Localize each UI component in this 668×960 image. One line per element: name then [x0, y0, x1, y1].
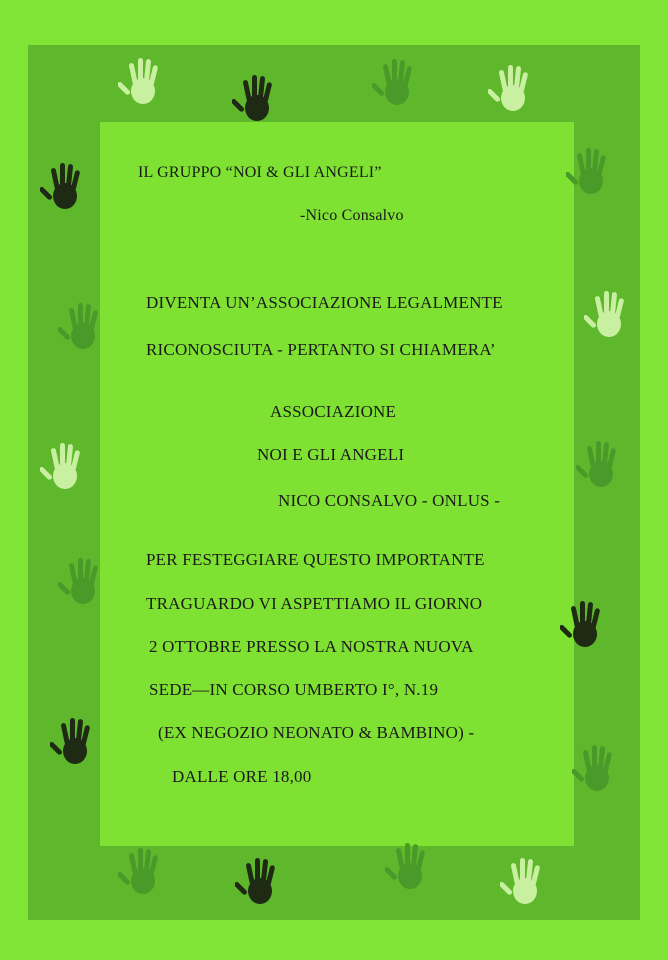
- handprint-icon: [576, 438, 626, 490]
- association-title-3: NICO CONSALVO - ONLUS -: [278, 491, 501, 510]
- handprint-icon: [58, 300, 108, 352]
- handprint-icon: [50, 715, 100, 767]
- handprint-icon: [385, 840, 435, 892]
- former-shop-line: (EX NEGOZIO NEONATO & BAMBINO) -: [158, 723, 475, 742]
- invitation-line-1: PER FESTEGGIARE QUESTO IMPORTANTE: [146, 550, 485, 569]
- handprint-icon: [232, 72, 282, 124]
- handprint-icon: [500, 855, 550, 907]
- announcement-line-2: RICONOSCIUTA - PERTANTO SI CHIAMERA’: [146, 340, 496, 359]
- handprint-icon: [372, 56, 422, 108]
- handprint-icon: [235, 855, 285, 907]
- handprint-icon: [118, 845, 168, 897]
- invitation-line-2: TRAGUARDO VI ASPETTIAMO IL GIORNO: [146, 594, 483, 613]
- author-line: -Nico Consalvo: [300, 207, 404, 224]
- handprint-icon: [572, 742, 622, 794]
- handprint-icon: [40, 440, 90, 492]
- handprint-icon: [584, 288, 634, 340]
- handprint-icon: [58, 555, 108, 607]
- association-title-2: NOI E GLI ANGELI: [257, 445, 405, 464]
- announcement-line-1: DIVENTA UN’ASSOCIAZIONE LEGALMENTE: [146, 293, 503, 312]
- handprint-icon: [118, 55, 168, 107]
- handprint-icon: [566, 145, 616, 197]
- association-title-1: ASSOCIAZIONE: [270, 402, 397, 421]
- handprint-icon: [560, 598, 610, 650]
- group-name-line: IL GRUPPO “NOI & GLI ANGELI”: [138, 164, 382, 181]
- time-line: DALLE ORE 18,00: [172, 767, 312, 786]
- invitation-line-3: 2 OTTOBRE PRESSO LA NOSTRA NUOVA: [149, 637, 474, 656]
- handprint-icon: [40, 160, 90, 212]
- address-line: SEDE—IN CORSO UMBERTO I°, N.19: [149, 680, 439, 699]
- handprint-icon: [488, 62, 538, 114]
